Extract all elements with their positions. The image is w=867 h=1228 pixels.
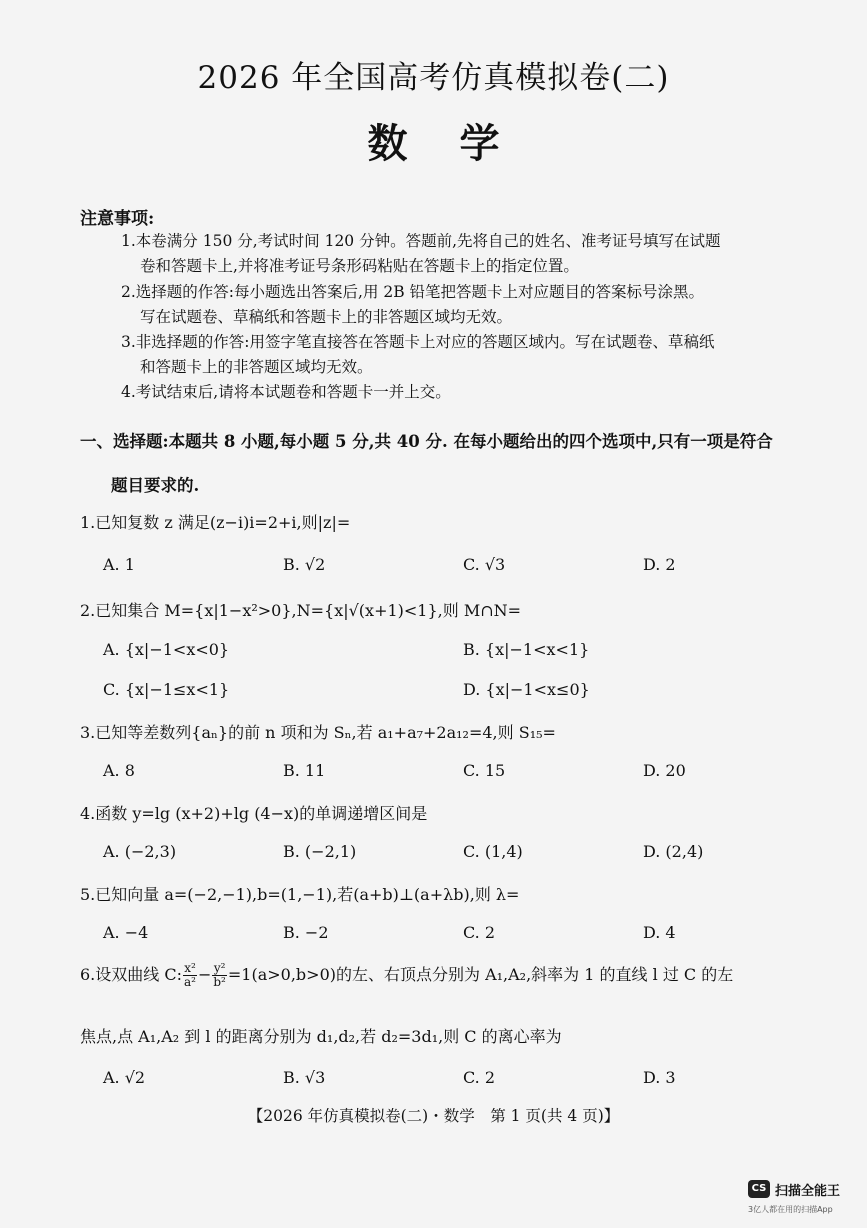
question-1-option-c: C. √3: [463, 555, 506, 574]
question-5-option-a: A. −4: [103, 923, 149, 942]
exam-title: 2026 年全国高考仿真模拟卷(二): [197, 60, 670, 96]
question-1-option-a: A. 1: [103, 555, 135, 574]
question-2-option-b: B. {x|−1<x<1}: [463, 640, 590, 659]
question-6-stem-prefix: 6.设双曲线 C:: [80, 965, 182, 984]
notice-heading: 注意事项:: [80, 209, 155, 229]
question-6-stem: [80, 962, 733, 989]
question-3-option-b: B. 11: [283, 761, 326, 780]
fraction-denominator: b²: [213, 975, 226, 989]
subject-title: 数学: [367, 120, 552, 167]
page-footer: 【2026 年仿真模拟卷(二)・数学 第 1 页(共 4 页)】: [247, 1107, 620, 1125]
question-2-option-d: D. {x|−1<x≤0}: [463, 680, 590, 699]
fraction-y2-b2: [212, 962, 227, 989]
question-2-stem: 2.已知集合 M={x|1−x²>0},N={x|√(x+1)<1},则 M∩N=: [80, 601, 522, 620]
section-heading-line-1: 一、选择题:本题共 8 小题,每小题 5 分,共 40 分. 在每小题给出的四个选项中,只有一项是符合: [80, 432, 773, 451]
fraction-numerator: y²: [213, 961, 226, 975]
question-6-option-c: C. 2: [463, 1068, 496, 1087]
question-2-option-c: C. {x|−1≤x<1}: [103, 680, 230, 699]
fraction-numerator: x²: [184, 961, 196, 975]
question-6-option-b: B. √3: [283, 1068, 326, 1087]
question-1-stem: 1.已知复数 z 满足(z−i)i=2+i,则|z|=: [80, 513, 351, 532]
question-3-option-a: A. 8: [103, 761, 135, 780]
question-5-stem: 5.已知向量 a=(−2,−1),b=(1,−1),若(a+b)⊥(a+λb),则 λ=: [80, 885, 520, 904]
question-4-option-b: B. (−2,1): [283, 842, 357, 861]
question-5-option-d: D. 4: [643, 923, 676, 942]
notice-line-6: 和答题卡上的非答题区域均无效。: [140, 358, 373, 376]
fraction-denominator: a²: [184, 975, 196, 989]
question-4-option-a: A. (−2,3): [103, 842, 177, 861]
scanner-app-name: 扫描全能王: [775, 1184, 841, 1199]
notice-line-4: 写在试题卷、草稿纸和答题卡上的非答题区域均无效。: [140, 308, 513, 326]
question-4-option-c: C. (1,4): [463, 842, 523, 861]
question-6-option-d: D. 3: [643, 1068, 676, 1087]
question-1-option-b: B. √2: [283, 555, 326, 574]
question-4-option-d: D. (2,4): [643, 842, 704, 861]
question-4-stem: 4.函数 y=lg (x+2)+lg (4−x)的单调递增区间是: [80, 804, 428, 823]
notice-line-2: 卷和答题卡上,并将准考证号条形码粘贴在答题卡上的指定位置。: [140, 257, 579, 275]
notice-line-3: 2.选择题的作答:每小题选出答案后,用 2B 铅笔把答题卡上对应题目的答案标号涂黑。: [121, 283, 705, 301]
question-2-option-a: A. {x|−1<x<0}: [103, 640, 230, 659]
question-6-stem-suffix: =1(a>0,b>0)的左、右顶点分别为 A₁,A₂,斜率为 1 的直线 l 过 C 的左: [227, 965, 734, 984]
question-6-option-a: A. √2: [103, 1068, 146, 1087]
question-5-option-c: C. 2: [463, 923, 496, 942]
section-heading-line-2: 题目要求的.: [111, 476, 200, 495]
notice-line-1: 1.本卷满分 150 分,考试时间 120 分钟。答题前,先将自己的姓名、准考证号填写在试题: [121, 232, 721, 250]
question-5-option-b: B. −2: [283, 923, 329, 942]
notice-line-5: 3.非选择题的作答:用签字笔直接答在答题卡上对应的答题区域内。写在试题卷、草稿纸: [121, 333, 715, 351]
question-3-option-d: D. 20: [643, 761, 686, 780]
scanner-app-tagline: 3亿人都在用的扫描App: [748, 1205, 833, 1214]
question-3-stem: 3.已知等差数列{aₙ}的前 n 项和为 Sₙ,若 a₁+a₇+2a₁₂=4,则 S₁₅=: [80, 723, 556, 742]
notice-line-7: 4.考试结束后,请将本试题卷和答题卡一并上交。: [121, 383, 451, 401]
minus-sign: −: [197, 965, 212, 984]
question-3-option-c: C. 15: [463, 761, 506, 780]
question-6-stem-line-2: 焦点,点 A₁,A₂ 到 l 的距离分别为 d₁,d₂,若 d₂=3d₁,则 C 的离心率为: [80, 1027, 562, 1046]
scanner-logo-icon: CS: [748, 1180, 770, 1198]
fraction-x2-a2: [183, 962, 197, 989]
question-1-option-d: D. 2: [643, 555, 676, 574]
